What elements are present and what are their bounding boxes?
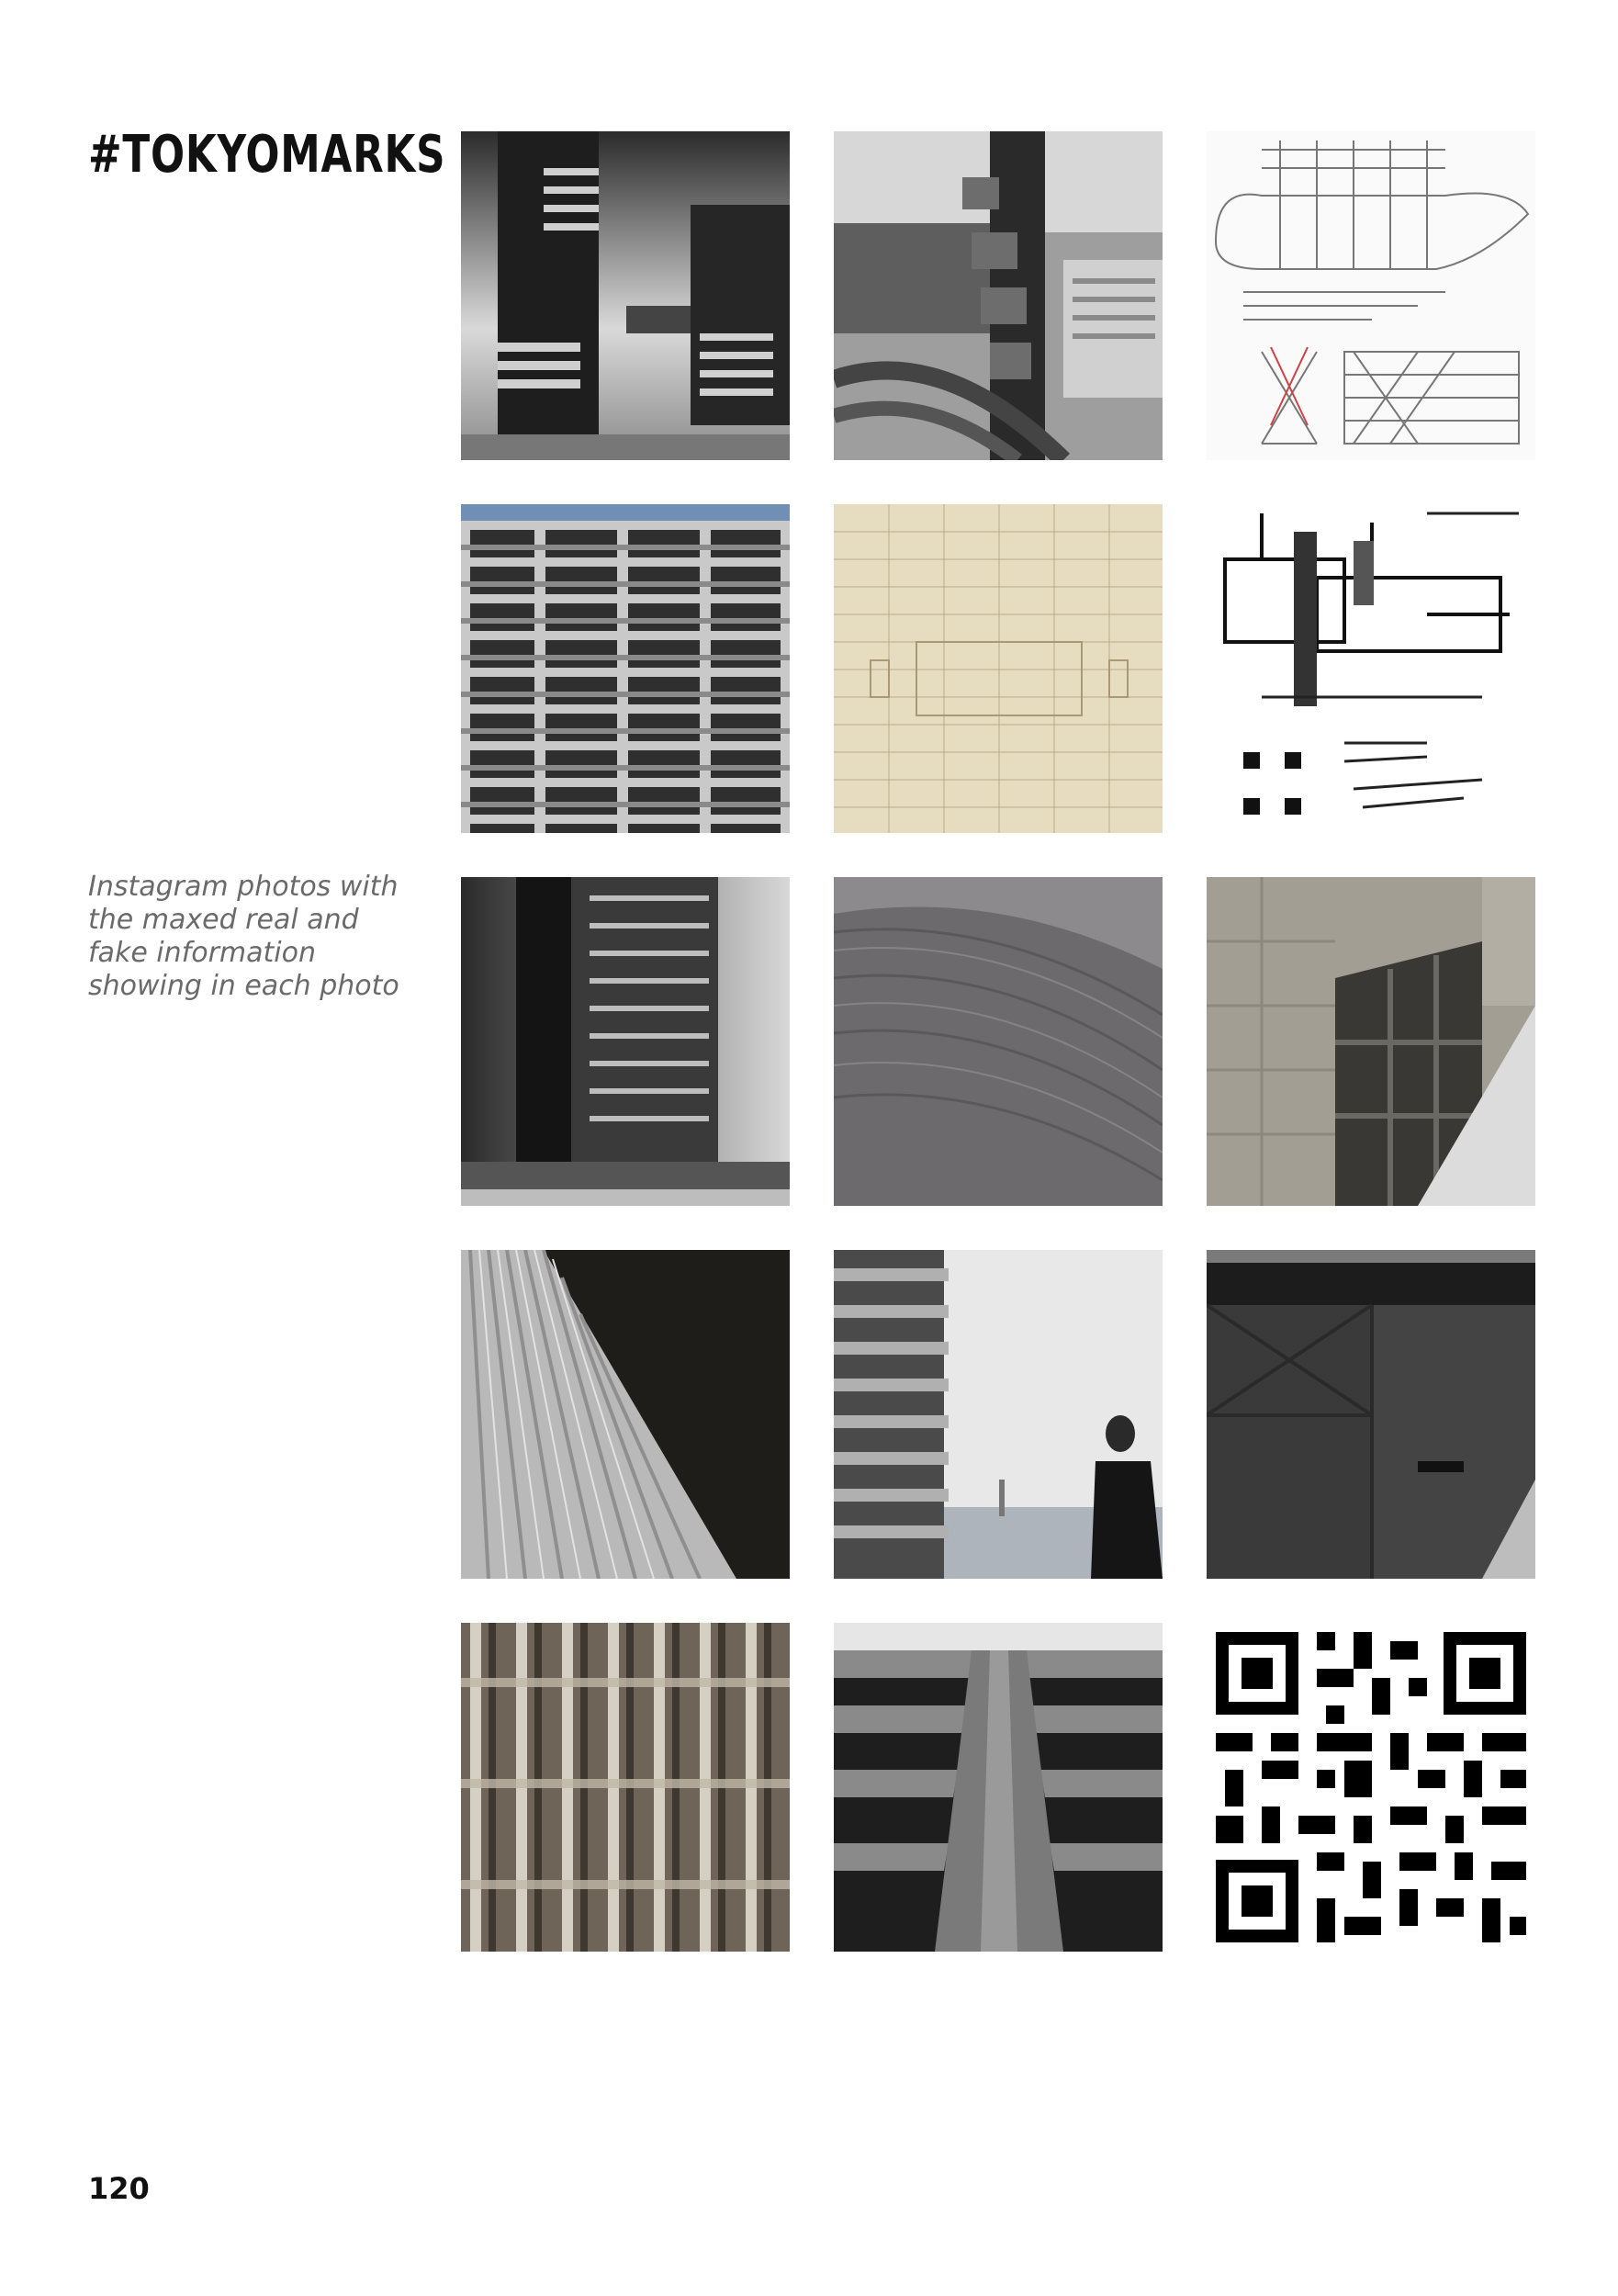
photo-caption: Instagram photos with the maxed real and fake information showing in each photo <box>88 871 399 1002</box>
vertical-fins-icon <box>461 1623 790 1952</box>
page-title: #TOKYOMARKS <box>88 125 446 185</box>
capsule-tower-highway-icon <box>834 131 1163 460</box>
blueprint-icon <box>834 504 1163 833</box>
curved-concrete-icon <box>834 877 1163 1206</box>
core-diagram-sketch-icon <box>1207 504 1535 833</box>
dark-bridge-icon <box>1207 1250 1535 1579</box>
ribbed-wall-icon <box>461 1250 790 1579</box>
balcony-tower-person-icon <box>834 1250 1163 1579</box>
office-facade-icon <box>461 504 790 833</box>
tower-against-sky-icon <box>461 877 790 1206</box>
looking-up-facade-icon <box>834 1623 1163 1952</box>
metabolist-tower-bridge-icon <box>461 131 790 460</box>
qr-code-icon <box>1207 1623 1535 1952</box>
concrete-window-icon <box>1207 877 1535 1206</box>
page-number: 120 <box>88 2171 150 2206</box>
structure-sketch-icon <box>1207 131 1535 460</box>
